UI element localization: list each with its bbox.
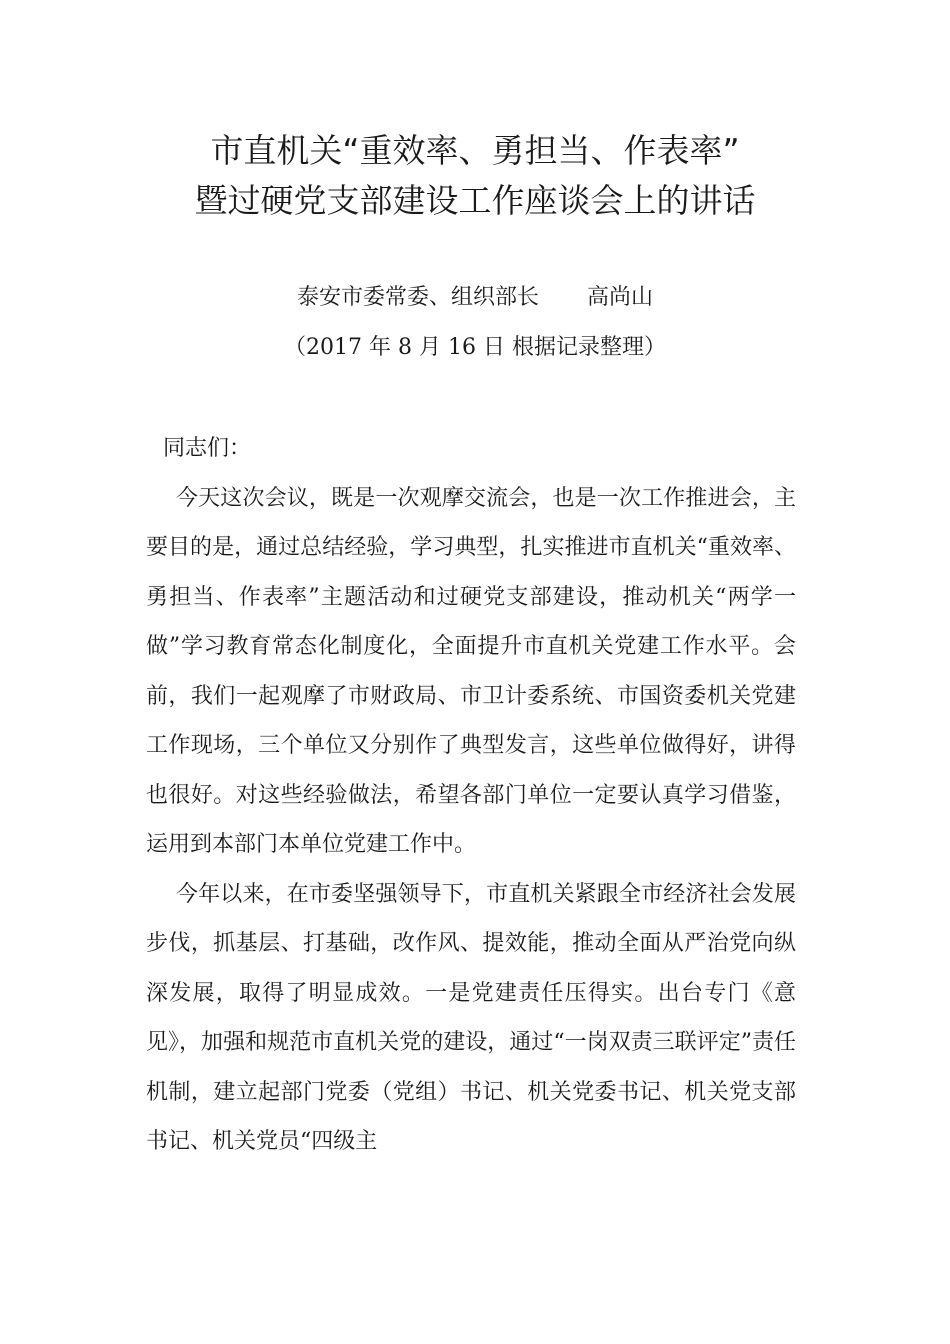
paragraph-1: 今天这次会议，既是一次观摩交流会，也是一次工作推进会，主要目的是，通过总结经验，学习典型，扎实推进市直机关“重效率、勇担当、作表率”主题活动和过硬党支部建设，推动机关“两学一做”学习教育常态化制度化，全面提升市直机关党建工作水平。会前，我们一起观摩了市财政局、市卫计委系统、市国资委机关党建工作现场，三个单位又分别作了典型发言，这些单位做得好，讲得也很好。对这些经验做法，希望各部门单位一定要认真学习借鉴，运用到本部门本单位党建工作中。 [146, 485, 796, 857]
paragraph-2: 今年以来，在市委坚强领导下，市直机关紧跟全市经济社会发展步伐，抓基层、打基础，改作风、提效能，推动全面从严治党向纵深发展，取得了明显成效。一是党建责任压得实。出台专门《意见》，加强和规范市直机关党的建设，通过“一岗双责三联评定”责任机制，建立起部门党委（党组）书记、机关党委书记、机关党支部书记、机关党员“四级主 [146, 881, 796, 1154]
salutation: 同志们： [163, 436, 252, 461]
title-line-2: 暨过硬党支部建设工作座谈会上的讲话 [194, 181, 756, 220]
speech-body [146, 424, 796, 1167]
title-line-1: 市直机关“重效率、勇担当、作表率” [210, 131, 740, 170]
date-note: （2017 年 8 月 16 日 根据记录整理） [284, 335, 666, 360]
author-name: 高尚山 [587, 285, 654, 310]
author-line [0, 283, 950, 313]
author-position: 泰安市委常委、组织部长 [296, 285, 539, 310]
document-title [0, 126, 950, 226]
